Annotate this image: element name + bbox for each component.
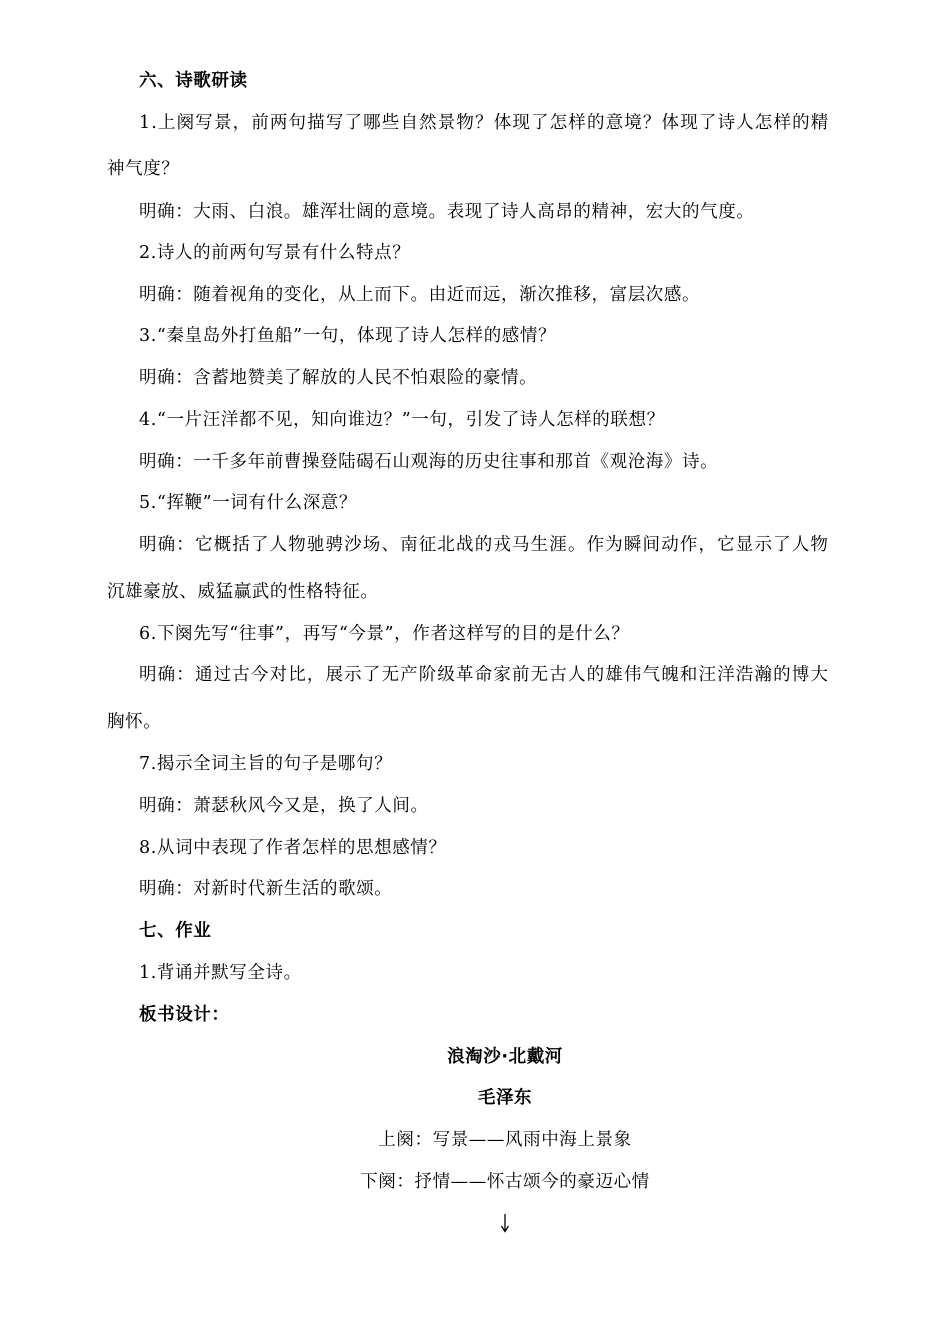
answer-6-line-2: 胸怀。 bbox=[107, 712, 162, 732]
question-8: 8.从词中表现了作者怎样的思想感情？ bbox=[139, 838, 447, 858]
question-2: 2.诗人的前两句写景有什么特点？ bbox=[139, 243, 411, 263]
answer-4: 明确：一千多年前曹操登陆碣石山观海的历史往事和那首《观沧海》诗。 bbox=[139, 452, 719, 472]
question-1-line-1: 1.上阕写景，前两句描写了哪些自然景物？体现了怎样的意境？体现了诗人怎样的精 bbox=[139, 113, 830, 133]
poem-title: 浪淘沙·北戴河 bbox=[447, 1047, 563, 1067]
question-5: 5.“挥鞭”一词有什么深意？ bbox=[139, 493, 357, 513]
answer-8: 明确：对新时代新生活的歌颂。 bbox=[139, 879, 393, 899]
section-heading-poetry-study: 六、诗歌研读 bbox=[139, 71, 248, 91]
question-7: 7.揭示全词主旨的句子是哪句？ bbox=[139, 754, 393, 774]
board-upper-stanza: 上阕：写景——风雨中海上景象 bbox=[378, 1130, 632, 1150]
question-3: 3.“秦皇岛外打鱼船”一句，体现了诗人怎样的感情？ bbox=[139, 326, 557, 346]
board-lower-stanza: 下阕：抒情——怀古颂今的豪迈心情 bbox=[360, 1172, 650, 1192]
section-heading-homework: 七、作业 bbox=[139, 921, 212, 941]
down-arrow-icon bbox=[496, 1212, 514, 1234]
homework-item-1: 1.背诵并默写全诗。 bbox=[139, 963, 302, 983]
answer-2: 明确：随着视角的变化，从上而下。由近而远，渐次推移，富层次感。 bbox=[139, 285, 701, 305]
question-1-line-2: 神气度？ bbox=[107, 159, 180, 179]
answer-5-line-2: 沉雄豪放、威猛赢武的性格特征。 bbox=[107, 582, 379, 602]
answer-7: 明确：萧瑟秋风今又是，换了人间。 bbox=[139, 796, 429, 816]
answer-1: 明确：大雨、白浪。雄浑壮阔的意境。表现了诗人高昂的精神，宏大的气度。 bbox=[139, 202, 755, 222]
answer-5-line-1: 明确：它概括了人物驰骋沙场、南征北战的戎马生涯。作为瞬间动作，它显示了人物 bbox=[139, 535, 830, 555]
answer-3: 明确：含蓄地赞美了解放的人民不怕艰险的豪情。 bbox=[139, 368, 538, 388]
board-design-heading: 板书设计： bbox=[139, 1005, 230, 1025]
answer-6-line-1: 明确：通过古今对比，展示了无产阶级革命家前无古人的雄伟气魄和汪洋浩瀚的博大 bbox=[139, 665, 830, 685]
question-4: 4.“一片汪洋都不见，知向谁边？”一句，引发了诗人怎样的联想？ bbox=[139, 410, 665, 430]
poem-author: 毛泽东 bbox=[477, 1088, 533, 1108]
question-6: 6.下阕先写“往事”，再写“今景”，作者这样写的目的是什么？ bbox=[139, 624, 630, 644]
